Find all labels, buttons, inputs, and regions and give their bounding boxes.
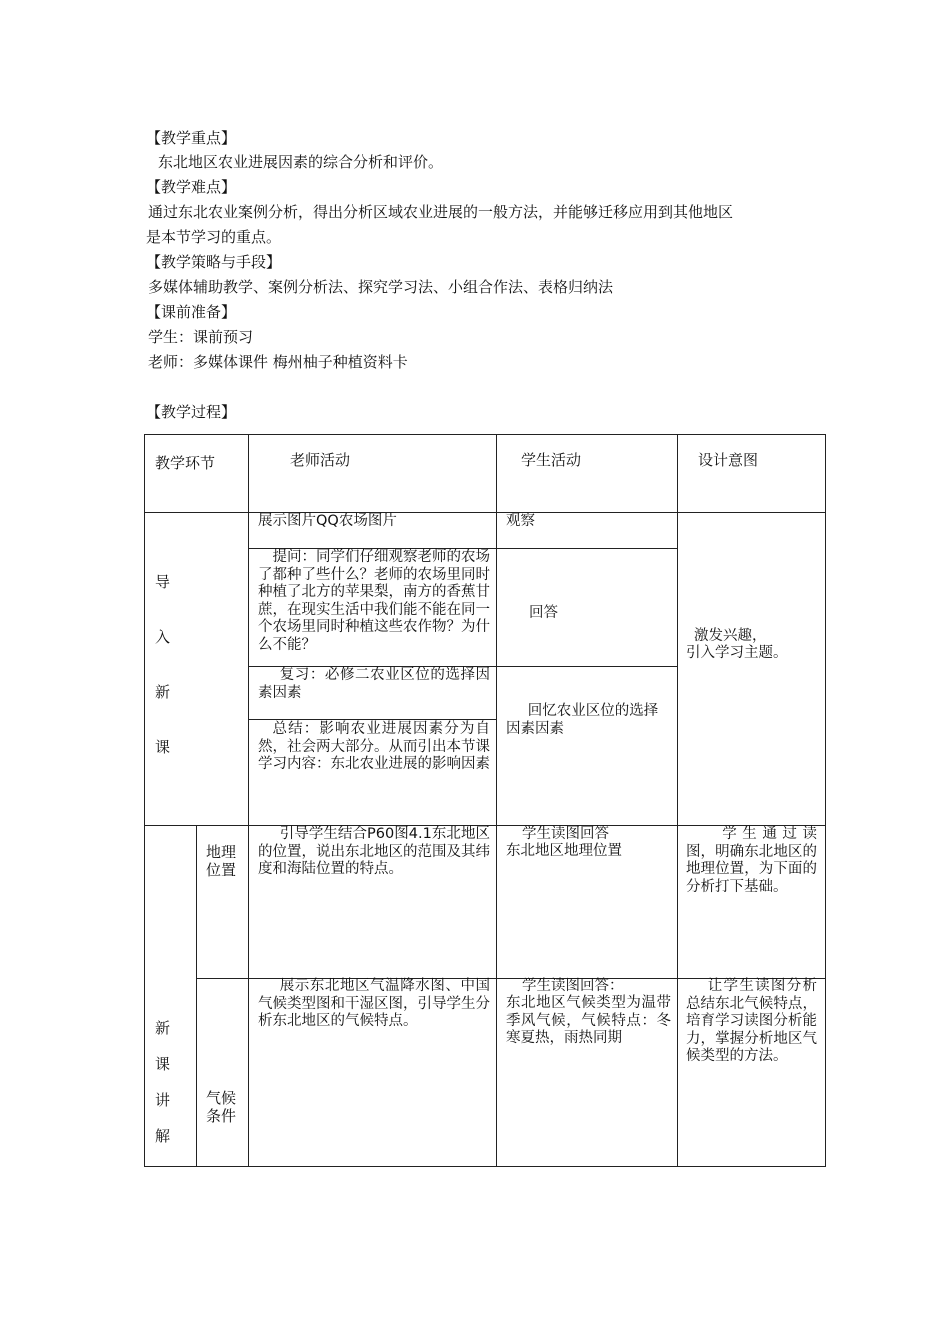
geo-label-line-1: 地理: [206, 843, 237, 861]
lecture-label-char-1: 新: [155, 1019, 171, 1037]
strategy-text: 多媒体辅助教学、案例分析法、探究学习法、小组合作法、表格归纳法: [148, 278, 614, 296]
intro-design-cell: [678, 513, 826, 826]
difficulty-heading: 【教学难点】: [146, 178, 237, 196]
focus-heading: 【教学重点】: [146, 129, 237, 147]
header-design: 设计意图: [698, 451, 759, 469]
intro-teacher-2: 提问：同学们仔细观察老师的农场了都种了些什么？老师的农场里同时种植了北方的苹果梨，南方的香蕉甘蔗，在现实生活中我们能不能在同一个农场里同时种植这些农作物？为什么不能？: [258, 549, 490, 653]
climate-label-cell: [197, 979, 249, 1167]
climate-label-line-2: 条件: [206, 1107, 237, 1125]
geo-student-line-2: 东北地区地理位置: [506, 843, 622, 859]
intro-teacher-3: 复习：必修二农业区位的选择因素因素: [258, 667, 490, 701]
lecture-label-char-3: 讲: [155, 1091, 171, 1109]
geo-label-line-2: 位置: [206, 861, 237, 879]
focus-text: 东北地区农业进展因素的综合分析和评价。: [158, 153, 444, 171]
process-heading: 【教学过程】: [146, 403, 237, 421]
difficulty-text-line-2: 是本节学习的重点。: [146, 228, 282, 246]
header-stage: 教学环节: [155, 454, 216, 472]
header-student: 学生活动: [521, 451, 582, 469]
header-cell-teacher: [249, 435, 497, 513]
geo-design: 学生通过读图，明确东北地区的地理位置，为下面的分析打下基础。: [686, 826, 817, 895]
prep-student: 学生：课前预习: [148, 328, 254, 346]
lecture-stage-cell: [145, 826, 197, 1167]
lecture-label-char-2: 课: [155, 1055, 171, 1073]
intro-label-char-4: 课: [155, 738, 171, 756]
intro-stage-cell: [145, 513, 249, 826]
climate-student-line-2: 东北地区气候类型为温带季风气候，气候特点：冬寒夏热，雨热同期: [506, 995, 671, 1046]
intro-student-1: 观察: [506, 513, 535, 529]
climate-student-line-1: 学生读图回答：: [522, 978, 624, 994]
geo-teacher: 引导学生结合P60图4.1东北地区的位置，说出东北地区的范围及其纬度和海陆位置的特点。: [258, 826, 490, 877]
intro-label-char-1: 导: [155, 573, 171, 591]
intro-teacher-1: 展示图片QQ农场图片: [258, 513, 397, 529]
climate-teacher: 展示东北地区气温降水图、中国气候类型图和干湿区图，引导学生分析东北地区的气候特点。: [258, 978, 490, 1029]
intro-student-cell-3: [497, 667, 678, 826]
strategy-heading: 【教学策略与手段】: [146, 253, 282, 271]
intro-design-2: 引入学习主题。: [686, 645, 788, 661]
header-teacher: 老师活动: [290, 451, 351, 469]
difficulty-text-line-1: 通过东北农业案例分析，得出分析区域农业进展的一般方法，并能够迁移应用到其他地区: [148, 203, 734, 221]
climate-label-line-1: 气候: [206, 1089, 237, 1107]
intro-design-1: 激发兴趣，: [694, 628, 767, 644]
intro-teacher-4: 总结：影响农业进展因素分为自然，社会两大部分。从而引出本节课学习内容：东北农业进展的影响因素: [258, 721, 490, 772]
header-cell-design: [678, 435, 826, 513]
header-cell-stage: [145, 435, 249, 513]
prep-heading: 【课前准备】: [146, 303, 237, 321]
intro-label-char-2: 入: [155, 628, 171, 646]
intro-student-3: 回忆农业区位的选择因素因素: [506, 703, 659, 737]
header-cell-student: [497, 435, 678, 513]
geo-student-line-1: 学生读图回答: [522, 826, 609, 842]
prep-teacher: 老师：多媒体课件 梅州柚子种植资料卡: [148, 353, 408, 371]
intro-label-char-3: 新: [155, 683, 171, 701]
intro-student-cell-2: [497, 549, 678, 667]
climate-design: 让学生读图分析总结东北气候特点，培育学习读图分析能力，掌握分析地区气候类型的方法。: [686, 978, 817, 1064]
lecture-label-char-4: 解: [155, 1127, 171, 1145]
intro-student-2: 回答: [529, 605, 558, 621]
